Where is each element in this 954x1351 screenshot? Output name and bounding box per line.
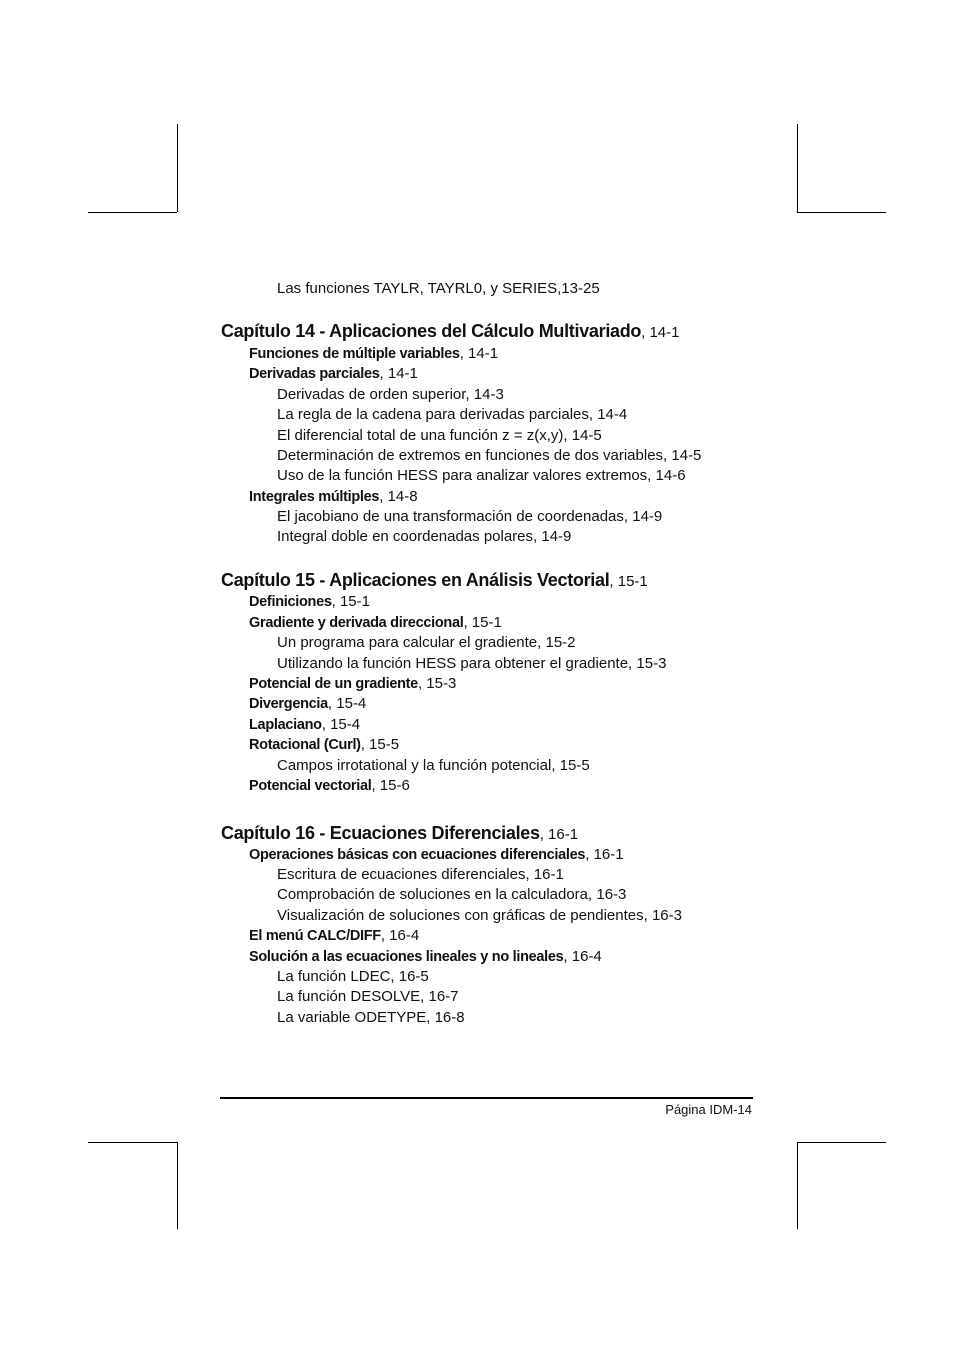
toc-entry-title: Comprobación de soluciones en la calculadora, 16-3 [277,886,627,903]
toc-section [249,949,602,965]
toc-entry-title: Derivadas parciales [249,366,380,382]
toc-entry-title: Utilizando la función HESS para obtener el gradiente, 15-3 [277,655,667,672]
toc-subsection [277,969,429,984]
toc-entry-title: Uso de la función HESS para analizar valores extremos, 14-6 [277,467,686,484]
toc-entry-title: Integral doble en coordenadas polares, 14-9 [277,528,572,545]
toc-entry-title: Derivadas de orden superior, 14-3 [277,386,504,403]
toc-section [249,778,410,794]
toc-entry-title: Determinación de extremos en funciones de dos variables, 14-5 [277,447,702,464]
toc-chapter [221,571,648,589]
toc-entry-page: , 16-4 [380,927,420,944]
toc-entry-title: La función DESOLVE, 16-7 [277,988,459,1005]
toc-subsection [277,448,701,463]
toc-entry-page: , 16-1 [585,846,624,863]
toc-section [249,615,502,631]
toc-entry-title: El diferencial total de una función z = z(x,y), 14-5 [277,427,602,444]
toc-entry-title: Un programa para calcular el gradiente, 15-2 [277,634,576,651]
toc-entry-page: , 14-1 [379,365,418,382]
toc-subsection [277,281,600,296]
toc-subsection [277,428,602,443]
toc-entry-title: Visualización de soluciones con gráficas de pendientes, 16-3 [277,907,682,924]
toc-section [249,696,366,712]
toc-entry-title: Integrales múltiples [249,489,380,505]
toc-subsection [277,407,627,422]
toc-subsection [277,656,666,671]
toc-entry-page: , 14-8 [379,488,418,505]
toc-entry-title: Capítulo 15 - Aplicaciones en Análisis Vectorial [221,570,610,590]
toc-subsection [277,989,459,1004]
toc-subsection [277,1010,465,1025]
toc-entry-title: Potencial vectorial [249,778,372,794]
toc-entry-page: , 15-3 [417,675,457,692]
toc-section [249,366,418,382]
toc-section [249,847,624,863]
toc-subsection [277,635,576,650]
toc-entry-title: Divergencia [249,696,328,712]
toc-entry-title: La función LDEC, 16-5 [277,968,429,985]
toc-entry-page: , 15-1 [331,593,370,610]
toc-entry-title: Rotacional (Curl) [249,737,361,753]
toc-chapter [221,322,679,340]
toc-entry-page: , 16-4 [563,948,602,965]
toc-section [249,737,399,753]
toc-entry-title: Definiciones [249,594,332,610]
toc-entry-title: Funciones de múltiple variables [249,346,460,362]
toc-section [249,594,370,610]
toc-entry-title: El jacobiano de una transformación de coordenadas, 14-9 [277,508,663,525]
toc-section [249,346,498,362]
toc-entry-page: , 15-1 [463,614,502,631]
toc-entry-title: Capítulo 16 - Ecuaciones Diferenciales [221,823,540,843]
toc-entry-title: Escritura de ecuaciones diferenciales, 16-1 [277,866,564,883]
toc-entry-page: , 14-1 [459,345,499,362]
toc-subsection [277,529,571,544]
toc-subsection [277,887,626,902]
toc-entry-title: Capítulo 14 - Aplicaciones del Cálculo Multivariado [221,321,642,341]
toc-entry-title: Las funciones TAYLR, TAYRL0, y SERIES,13-25 [277,280,600,297]
toc-subsection [277,468,686,483]
toc-entry-page: , 14-1 [641,324,680,341]
toc-entry-page: , 15-4 [321,716,361,733]
toc-subsection [277,387,504,402]
toc-chapter [221,824,578,842]
toc-section [249,676,456,692]
toc-subsection [277,908,682,923]
toc-entry-title: Solución a las ecuaciones lineales y no lineales [249,949,564,965]
toc-entry-title: La regla de la cadena para derivadas parciales, 14-4 [277,406,628,423]
toc-section [249,489,418,505]
toc-subsection [277,867,564,882]
toc-entry-title: El menú CALC/DIFF [249,928,381,944]
toc-entry-title: Laplaciano [249,717,322,733]
toc-entry-title: Potencial de un gradiente [249,676,418,692]
toc-entry-page: , 15-1 [609,573,648,590]
footer-rule [220,1097,753,1099]
toc-entry-title: Gradiente y derivada direccional [249,615,464,631]
toc-entry-page: , 15-4 [327,695,367,712]
toc-entry-page: , 15-6 [371,777,410,794]
toc-subsection [277,758,590,773]
toc-section [249,928,419,944]
toc-entry-title: La variable ODETYPE, 16-8 [277,1009,465,1026]
toc-entry-page: , 16-1 [539,826,579,843]
toc-entry-title: Operaciones básicas con ecuaciones diferenciales [249,847,586,863]
footer-page-number: Página IDM-14 [665,1102,752,1117]
toc-section [249,717,360,733]
toc-entry-title: Campos irrotational y la función potencial, 15-5 [277,757,590,774]
toc-subsection [277,509,662,524]
toc-entry-page: , 15-5 [360,736,400,753]
